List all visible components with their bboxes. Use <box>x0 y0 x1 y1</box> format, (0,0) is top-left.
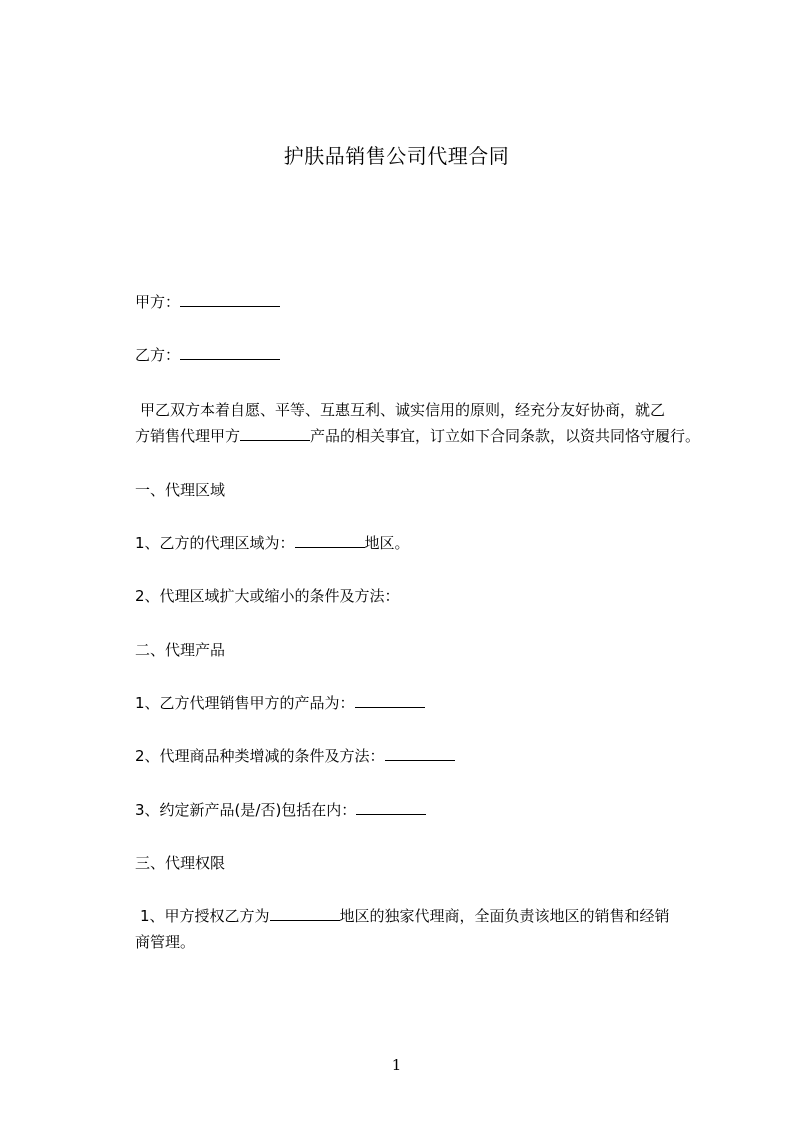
section-3-heading: 三、代理权限 <box>135 854 226 872</box>
section-2-heading: 二、代理产品 <box>135 641 226 659</box>
section-3-item-1-text: 1、甲方授权乙方为 <box>140 907 270 925</box>
exclusive-region-blank <box>270 906 340 921</box>
section-1-item-1-suffix: 地区。 <box>364 534 410 552</box>
section-3-item-1 <box>135 906 670 926</box>
intro-line-1 <box>135 400 665 420</box>
page-number: 1 <box>391 1056 402 1074</box>
section-2-item-3-text: 3、约定新产品(是/否)包括在内： <box>135 801 357 819</box>
new-product-blank <box>356 800 426 815</box>
party-b-blank <box>180 345 280 360</box>
section-3-item-1-line-2: 商管理。 <box>135 933 196 951</box>
section-1-item-1-text: 1、乙方的代理区域为： <box>135 534 295 552</box>
intro-text-2a: 方销售代理甲方 <box>135 427 241 445</box>
intro-text-2b: 产品的相关事宜，订立如下合同条款，以资共同恪守履行。 <box>310 427 701 445</box>
section-2-item-2 <box>135 746 455 766</box>
section-1-heading: 一、代理区域 <box>135 481 226 499</box>
document-title: 护肤品销售公司代理合同 <box>283 144 510 168</box>
intro-product-blank <box>240 426 310 441</box>
category-blank <box>385 746 455 761</box>
intro-text-1: 甲乙双方本着自愿、平等、互惠互利、诚实信用的原则，经充分友好协商，就乙 <box>140 401 666 419</box>
intro-line-2 <box>135 426 700 446</box>
party-a-blank <box>180 292 280 307</box>
party-a-line <box>135 292 280 312</box>
party-b-label: 乙方： <box>135 346 181 364</box>
section-3-item-1-suffix: 地区的独家代理商，全面负责该地区的销售和经销 <box>339 907 670 925</box>
section-2-item-2-text: 2、代理商品种类增减的条件及方法： <box>135 747 385 765</box>
region-blank <box>295 533 365 548</box>
section-2-item-3 <box>135 800 426 820</box>
product-blank <box>355 693 425 708</box>
party-a-label: 甲方： <box>135 293 181 311</box>
section-2-item-1-text: 1、乙方代理销售甲方的产品为： <box>135 694 355 712</box>
section-1-item-1 <box>135 533 410 553</box>
section-2-item-1 <box>135 693 425 713</box>
section-1-item-2: 2、代理区域扩大或缩小的条件及方法： <box>135 587 400 605</box>
party-b-line <box>135 345 280 365</box>
